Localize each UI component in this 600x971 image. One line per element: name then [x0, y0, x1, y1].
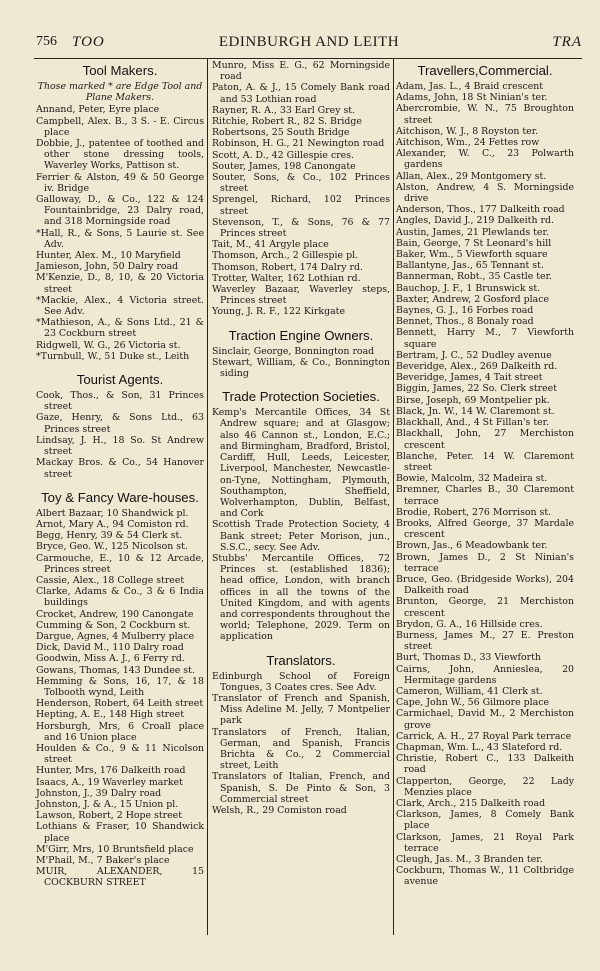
directory-entry: *Turnbull, W., 51 Duke st., Leith: [36, 350, 190, 362]
directory-entry: Paton, A. & J., 15 Comely Bank road and 53 Lothian road: [212, 82, 390, 105]
directory-entry: Hunter, Alex. M., 10 Maryfield: [36, 250, 181, 262]
directory-entry: Clark, Arch., 215 Dalkeith road: [396, 798, 546, 809]
directory-entry: Houlden & Co., 9 & 11 Nicolson street: [36, 742, 204, 766]
directory-entry: Ritchie, Robert R., 82 S. Bridge: [212, 116, 362, 128]
directory-entry: Baker, Wm., 5 Viewforth square: [396, 249, 548, 261]
directory-entry: Kemp's Mercantile Offices, 34 St Andrew square; and at Glasgow; also 46 Cannon st., London, E.C.; and Birmingham, Bradford, Bristol, Cardiff, Hull, Leeds, Leicester, Liverpool, Manchester, Newcastle-on-Tyne, Nottingham, Plymouth, Southampton, Sheffield, Wolverhampton, Dublin, Belfast, and Cork: [212, 407, 390, 520]
directory-entry: Lothians & Fraser, 10 Shandwick place: [36, 821, 204, 844]
directory-entry: Rayner, R. A., 33 Earl Grey st.: [212, 104, 356, 116]
directory-entry: Burness, James M., 27 E. Preston street: [396, 629, 574, 653]
directory-entry: Stevenson, T., & Sons, 76 & 77 Princes street: [212, 216, 390, 240]
directory-entry: Cameron, William, 41 Clerk st.: [396, 685, 543, 697]
directory-entry: Sinclair, George, Bonnington road: [212, 345, 375, 357]
directory-entry: Burt, Thomas D., 33 Viewforth: [396, 652, 541, 664]
directory-entry: Henderson, Robert, 64 Leith street: [36, 698, 204, 710]
directory-entry: Alexander, W. C., 23 Polwarth gardens: [396, 148, 574, 171]
directory-entry: Horsburgh, Mrs, 6 Croall place and 16 Union place: [36, 720, 204, 743]
directory-entry: Lindsay, J. H., 18 So. St Andrew street: [36, 434, 204, 458]
directory-entry: Souter, James, 198 Canongate: [212, 160, 356, 172]
directory-entry: Crocket, Andrew, 190 Canongate: [36, 608, 194, 620]
directory-entry: Bruce, Geo. (Bridgeside Works), 204 Dalkeith road: [396, 573, 574, 597]
directory-entry: Arnot, Mary A., 94 Comiston rd.: [36, 518, 189, 530]
directory-entry: Bowie, Malcolm, 32 Madeira st.: [396, 473, 548, 485]
directory-entry: Clarkson, James, 21 Royal Park terrace: [396, 831, 574, 854]
directory-entry: Beveridge, James, 4 Tait street: [396, 372, 543, 384]
directory-entry: MUIR, ALEXANDER, 15 COCKBURN STREET: [36, 866, 204, 889]
entry-list: [212, 671, 390, 817]
directory-entry: Austin, James, 21 Plewlands ter.: [396, 226, 549, 238]
directory-entry: Adams, John, 18 St Ninian's ter.: [396, 92, 548, 104]
directory-entry: Bauchop, J. F., 1 Brunswick st.: [396, 282, 541, 294]
directory-entry: Gowans, Thomas, 143 Dundee st.: [36, 664, 195, 676]
section-heading: Trade Protection Societies.: [222, 389, 380, 405]
directory-entry: Goodwin, Miss A. J., 6 Ferry rd.: [36, 653, 185, 665]
directory-entry: Bremner, Charles B., 30 Claremont terrace: [396, 484, 574, 507]
directory-entry: M'Phail, M., 7 Baker's place: [36, 855, 170, 866]
directory-entry: Tait, M., 41 Argyle place: [212, 239, 329, 251]
directory-entry: Munro, Miss E. G., 62 Morningside road: [212, 60, 390, 83]
directory-entry: Ridgwell, W. G., 26 Victoria st.: [36, 339, 181, 351]
directory-entry: Translators of French, Italian, German, and Spanish, Francis Brichta & Co., 2 Commercial street, Leith: [212, 726, 390, 772]
page-header: [36, 34, 582, 58]
directory-entry: Alston, Andrew, 4 S. Morningside drive: [396, 181, 574, 205]
section-note: Those marked * are Edge Tool and Plane Makers.: [37, 81, 203, 104]
directory-entry: Thomson, Robert, 174 Dalry rd.: [212, 261, 363, 273]
directory-entry: Trotter, Walter, 162 Lothian rd.: [212, 272, 361, 284]
section-heading: Tool Makers.: [82, 63, 158, 78]
column-divider: [393, 58, 394, 935]
directory-entry: Stubbs' Mercantile Offices, 72 Princes st. (established 1836); head office, London, with branch offices in all the towns of the United Kingdom, and with agents and correspondents throughout the world; Telephone, 2029. Term on application: [212, 552, 390, 643]
directory-entry: *Mackie, Alex., 4 Victoria street. See Adv.: [36, 294, 204, 318]
directory-entry: Blackhall, And., 4 St Fillan's ter.: [396, 417, 550, 429]
directory-entry: Cassie, Alex., 18 College street: [36, 574, 185, 586]
directory-entry: Brown, Jas., 6 Meadowbank ter.: [396, 540, 548, 552]
directory-entry: Sprengel, Richard, 102 Princes street: [212, 194, 390, 217]
section-heading: Traction Engine Owners.: [228, 327, 374, 343]
directory-entry: Dobbie, J., patentee of toothed and other stone dressing tools, Waverley Works, Pattison st.: [36, 138, 204, 172]
directory-entry: Cumming & Son, 2 Cockburn st.: [36, 619, 191, 631]
directory-entry: Scottish Trade Protection Society, 4 Bank street; Peter Morison, jun., S.S.C., secy. See Adv.: [212, 519, 390, 553]
directory-entry: Carmichael, David M., 2 Merchiston grove: [396, 708, 574, 731]
directory-entry: Aitchison, W. J., 8 Royston ter.: [396, 125, 539, 137]
directory-entry: Clarke, Adams & Co., 3 & 6 India buildings: [36, 586, 204, 609]
directory-entry: Johnston, J. & A., 15 Union pl.: [36, 798, 179, 810]
entry-list: [212, 407, 390, 642]
directory-entry: Brown, James D., 2 St Ninian's terrace: [396, 551, 574, 574]
entry-list: [36, 508, 204, 889]
directory-entry: Stewart, William, & Co., Bonnington siding: [212, 356, 390, 380]
directory-entry: Beveridge, Alex., 269 Dalkeith rd.: [396, 361, 558, 373]
section-heading: Toy & Fancy Ware-houses.: [41, 489, 199, 505]
directory-entry: *Hall, R., & Sons, 5 Laurie st. See Adv.: [36, 227, 204, 250]
directory-entry: Mackay Bros. & Co., 54 Hanover street: [36, 457, 204, 480]
directory-entry: Begg, Henry, 39 & 54 Clerk st.: [36, 530, 183, 542]
directory-entry: Aitchison, Wm., 24 Fettes row: [396, 137, 540, 149]
entry-list: [396, 81, 574, 888]
directory-entry: Clarkson, James, 8 Comely Bank place: [396, 809, 574, 832]
directory-entry: Robertsons, 25 South Bridge: [212, 127, 350, 139]
directory-entry: Campbell, Alex. B., 3 S. - E. Circus place: [36, 115, 204, 138]
directory-entry: Blanche, Peter. 14 W. Claremont street: [396, 450, 574, 473]
directory-entry: Carrick, A. H., 27 Royal Park terrace: [396, 730, 572, 742]
directory-entry: Cockburn, Thomas W., 11 Coltbridge avenue: [396, 865, 574, 888]
directory-entry: Ferrier & Alston, 49 & 50 George iv. Bridge: [36, 171, 204, 194]
directory-entry: Dargue, Agnes, 4 Mulberry place: [36, 630, 195, 642]
directory-entry: *Mathieson, A., & Sons Ltd., 21 & 23 Cockburn street: [36, 317, 204, 340]
directory-entry: Isaacs, A., 19 Waverley market: [36, 776, 183, 788]
directory-entry: Translators of Italian, French, and Spanish, S. De Pinto & Son, 3 Commercial street: [212, 771, 390, 805]
entry-list: [212, 60, 390, 318]
directory-entry: M'Kenzie, D., 8, 10, & 20 Victoria street: [36, 272, 204, 295]
directory-entry: Scott, A. D., 42 Gillespie cres.: [212, 149, 355, 161]
directory-entry: Robinson, H. G., 21 Newington road: [212, 138, 385, 150]
column-divider: [207, 58, 208, 935]
header-right-catchword: TRA: [552, 34, 582, 50]
directory-entry: Young, J. R. F., 122 Kirkgate: [212, 306, 345, 318]
directory-entry: Cleugh, Jas. M., 3 Branden ter.: [396, 854, 543, 866]
entry-list: [212, 346, 390, 380]
directory-entry: Welsh, R., 29 Comiston road: [212, 804, 347, 816]
entry-list: [36, 390, 204, 480]
directory-entry: Baxter, Andrew, 2 Gosford place: [396, 293, 550, 305]
directory-entry: Annand, Peter, Eyre place: [36, 104, 160, 116]
section-heading: Tourist Agents.: [76, 372, 164, 388]
directory-entry: Dick, David M., 110 Dalry road: [36, 642, 184, 654]
directory-entry: Black, Jn. W., 14 W. Claremont st.: [396, 405, 555, 417]
directory-entry: Clapperton, George, 22 Lady Menzies place: [396, 775, 574, 798]
directory-entry: Abercrombie, W. N., 75 Broughton street: [396, 103, 574, 126]
directory-entry: Chapman, Wm. L., 43 Slateford rd.: [396, 741, 563, 753]
directory-entry: Biggin, James, 22 So. Clerk street: [396, 383, 557, 395]
directory-entry: Edinburgh School of Foreign Tongues, 3 Coates cres. See Adv.: [212, 670, 390, 693]
column-right: [396, 60, 574, 888]
directory-entry: Hemming & Sons, 16, 17, & 18 Tolbooth wynd, Leith: [36, 675, 204, 698]
directory-entry: Lawson, Robert, 2 Hope street: [36, 810, 182, 822]
directory-entry: Allan, Alex., 29 Montgomery st.: [396, 170, 547, 182]
directory-entry: Cook, Thos., & Son, 31 Princes street: [36, 390, 204, 413]
directory-entry: Brydon, G. A., 16 Hillside cres.: [396, 618, 543, 630]
directory-entry: Galloway, D., & Co., 122 & 124 Fountainbridge, 23 Dalry road, and 318 Morningside road: [36, 194, 204, 228]
directory-entry: Birse, Joseph, 69 Montpelier pk.: [396, 394, 550, 406]
directory-entry: Bennet, Thos., 8 Bonaly road: [396, 316, 534, 328]
directory-entry: Bertram, J. C., 52 Dudley avenue: [396, 349, 552, 361]
directory-entry: Brodie, Robert, 276 Morrison st.: [396, 506, 552, 518]
directory-entry: Angles, David J., 219 Dalkeith rd.: [396, 215, 554, 227]
header-rule: [34, 58, 582, 59]
column-left: [36, 60, 204, 889]
directory-entry: Waverley Bazaar, Waverley steps, Princes street: [212, 284, 390, 307]
directory-entry: Adam, Jas. L., 4 Braid crescent: [396, 81, 544, 92]
directory-entry: Bain, George, 7 St Leonard's hill: [396, 237, 552, 249]
directory-entry: Translator of French and Spanish, Miss Adeline M. Jelly, 7 Montpelier park: [212, 692, 390, 727]
entry-list: [36, 104, 204, 362]
directory-entry: Blackhall, John, 27 Merchiston crescent: [396, 428, 574, 451]
section-heading: Travellers,Commercial.: [417, 63, 553, 78]
directory-entry: Ballantyne, Jas., 65 Tennant st.: [396, 260, 544, 272]
directory-entry: Cairns, John, Annieslea, 20 Hermitage gardens: [396, 663, 574, 686]
directory-entry: Bannerman, Robt., 35 Castle ter.: [396, 271, 552, 283]
directory-entry: Bennett, Harry M., 7 Viewforth square: [396, 327, 574, 350]
page-title: EDINBURGH AND LEITH: [218, 34, 400, 50]
directory-entry: Christie, Robert C., 133 Dalkeith road: [396, 753, 574, 776]
page-number: 756: [36, 34, 57, 49]
directory-entry: M'Girr, Mrs, 10 Bruntsfield place: [36, 843, 194, 855]
directory-entry: Gaze, Henry, & Sons Ltd., 63 Princes street: [36, 412, 204, 435]
directory-entry: Souter, Sons, & Co., 102 Princes street: [212, 172, 390, 195]
directory-entry: Hepting, A. E., 148 High street: [36, 709, 184, 721]
directory-entry: Hunter, Mrs, 176 Dalkeith road: [36, 765, 186, 777]
header-left-catchword: TOO: [72, 34, 105, 50]
directory-entry: Thomson, Arch., 2 Gillespie pl.: [212, 250, 359, 262]
directory-entry: Brunton, George, 21 Merchiston crescent: [396, 596, 574, 619]
section-heading: Translators.: [266, 652, 336, 668]
directory-entry: Johnston, J., 39 Dalry road: [36, 787, 162, 799]
directory-entry: Baynes, G. J., 16 Forbes road: [396, 305, 534, 317]
column-middle: [212, 60, 390, 816]
directory-entry: Carmouche, E., 10 & 12 Arcade, Princes street: [36, 552, 204, 575]
directory-entry: Anderson, Thos., 177 Dalkeith road: [396, 204, 565, 216]
directory-entry: Albert Bazaar, 10 Shandwick pl.: [36, 507, 189, 519]
directory-entry: Bryce, Geo. W., 125 Nicolson st.: [36, 541, 188, 553]
directory-entry: Brooks, Alfred George, 37 Mardale crescent: [396, 517, 574, 541]
directory-entry: Jamieson, John, 50 Dalry road: [36, 261, 179, 273]
directory-entry: Cape, John W., 56 Gilmore place: [396, 697, 549, 709]
